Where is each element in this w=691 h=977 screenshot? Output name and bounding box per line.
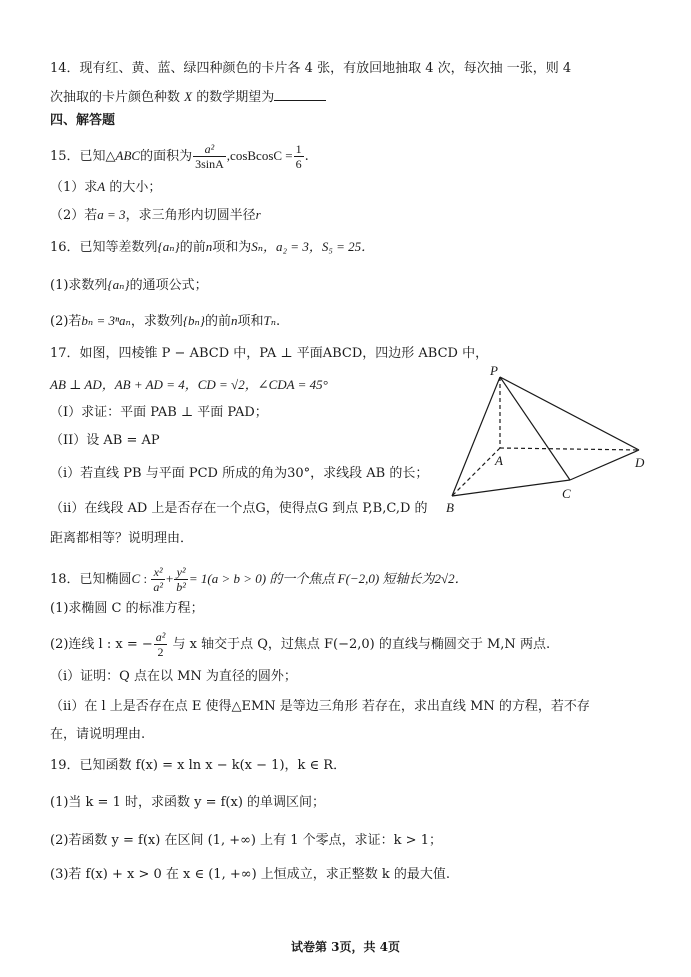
edge-pb xyxy=(452,377,500,496)
answer-blank[interactable] xyxy=(274,88,326,101)
q18-y-fraction xyxy=(174,565,188,594)
q16-seq-b: {bₙ} xyxy=(182,313,206,328)
q15-line-1 xyxy=(50,142,309,171)
q15-part-1 xyxy=(50,178,161,197)
q16-seq-a: {aₙ} xyxy=(107,277,130,292)
q15-part1-label: （1）求 xyxy=(50,180,98,195)
fraction-denominator: 6 xyxy=(295,157,302,171)
q15-value-fraction xyxy=(294,142,304,171)
q18-ellipse-name: C xyxy=(131,571,141,586)
fraction-denominator: 3sinA xyxy=(195,157,224,171)
q14-text-end: 的数学期望为 xyxy=(192,90,275,105)
q15-part2-text: ，求三角形内切圆半径 xyxy=(125,208,256,223)
edge-ad-hidden xyxy=(500,448,639,450)
fraction-numerator: 1 xyxy=(295,142,302,156)
q19-part-3: (3)若 f(x) + x > 0 在 x ∈ (1, +∞) 上恒成立，求正整数 k 的最大值. xyxy=(50,867,451,882)
q19-line-1: 19．已知函数 f(x) = x ln x − k(x − 1)，k ∈ R． xyxy=(50,758,347,773)
q14-line-2 xyxy=(50,88,326,107)
q18-conditions: = 1(a > b > 0) 的一个焦点 F(−2,0) 短轴长为2√2． xyxy=(188,571,468,586)
q15-part1-text: 的大小； xyxy=(105,180,162,195)
q19-part-1: (1)当 k = 1 时，求函数 y = f(x) 的单调区间； xyxy=(50,795,326,810)
q15-triangle: ABC xyxy=(115,148,141,163)
q18-part-2ii-line-1: （ii）在 l 上是否存在点 E 使得△EMN 是等边三角形 若存在，求出直线 MN 的方程，若不存 xyxy=(50,699,590,714)
q16-text: 的前 xyxy=(179,240,206,255)
q16-sn: Sₙ xyxy=(251,239,264,254)
q18-line-1: 18．已知椭圆C : $\frac{\text{x²}}{\text{a²}}$ + $\frac{\text{y²}}{\text{b²}}$ = 1(a > b > 0) 的一个焦点 F(−2,0) 短轴长为2√2． xyxy=(50,565,468,594)
q16-conditions: ，a₂ = 3，S₅ = 25． xyxy=(263,239,375,254)
q15-part-2 xyxy=(50,206,261,225)
q15-period: . xyxy=(304,149,309,164)
q16-text-3: 项和 xyxy=(237,314,264,329)
q14-line-1: 14．现有红、黄、蓝、绿四种颜色的卡片各 4 张，有放回地抽取 4 次，每次抽 一张，则 4 xyxy=(50,61,572,76)
q17-part-2ii-line-2: 距离都相等？说明理由． xyxy=(50,531,194,546)
q16-text: ，求数列 xyxy=(130,314,183,329)
q14-var-x: X xyxy=(184,89,193,104)
q19-part-2: (2)若函数 y = f(x) 在区间 (1, +∞) 上有 1 个零点，求证：k > 1； xyxy=(50,833,442,848)
fraction-denominator: 2 xyxy=(157,645,164,659)
q18-prefix: 18．已知椭圆 xyxy=(50,572,132,587)
label-d: D xyxy=(635,455,645,470)
q16-part2-label: (2)若 xyxy=(50,314,82,329)
section-title: 四、解答题 xyxy=(50,113,116,128)
q16-text-2: 项和为 xyxy=(212,240,252,255)
page-footer: 试卷第 3页，共 4页 xyxy=(290,940,401,954)
q16-part-1 xyxy=(50,276,208,295)
q18-part2-text: 与 x 轴交于点 Q，过焦点 F(−2,0) 的直线与椭圆交于 M,N 两点. xyxy=(168,637,551,652)
q18-part-2 xyxy=(50,630,550,659)
q16-line-1 xyxy=(50,238,374,257)
q17-part-2ii-line-1: （ii）在线段 AD 上是否存在一个点G，使得点G 到点 P,B,C,D 的 xyxy=(50,501,428,516)
q18-x-fraction xyxy=(151,565,165,594)
q17-line-2: AB ⊥ AD，AB + AD = 4，CD = √2，∠CDA = 45° xyxy=(50,377,328,392)
label-c: C xyxy=(562,486,571,501)
q17-line-1: 17．如图，四棱锥 P − ABCD 中，PA ⊥ 平面ABCD，四边形 ABCD 中， xyxy=(50,346,489,361)
fraction-denominator: b² xyxy=(176,580,186,594)
q16-period: . xyxy=(276,314,281,329)
q16-part-2 xyxy=(50,312,280,331)
q17-part-2: （II）设 AB = AP xyxy=(50,433,160,448)
q16-bn-def: bₙ = 3ⁿaₙ xyxy=(81,313,131,328)
q16-text-2: 的前 xyxy=(205,314,232,329)
q17-part-1: （I）求证：平面 PAB ⊥ 平面 PAD； xyxy=(50,405,268,420)
q18-part2-prefix: (2)连线 l : x = − xyxy=(50,637,153,652)
q15-prefix: 15．已知△ xyxy=(50,149,116,164)
q15-area-fraction xyxy=(193,142,226,171)
q15-condition-a: a = 3 xyxy=(97,207,126,222)
label-a: A xyxy=(495,453,503,468)
pyramid-figure xyxy=(440,355,691,520)
fraction-numerator: x² xyxy=(151,565,165,580)
label-b: B xyxy=(446,500,454,515)
q15-var-r: r xyxy=(255,207,261,222)
q16-var-n: n xyxy=(205,239,213,254)
label-p: P xyxy=(490,363,498,378)
q16-part1-text: 的通项公式； xyxy=(129,278,208,293)
q18-part-1: (1)求椭圆 C 的标准方程； xyxy=(50,601,204,616)
q15-var-a: A xyxy=(97,179,106,194)
q18-line-fraction xyxy=(154,630,168,659)
q16-seq-a: {aₙ} xyxy=(157,239,180,254)
edge-pc xyxy=(500,377,570,480)
edge-cd xyxy=(570,450,639,480)
fraction-denominator: a² xyxy=(153,580,163,594)
fraction-numerator: a² xyxy=(155,630,166,644)
edge-bc xyxy=(452,480,570,496)
fraction-numerator: a² xyxy=(193,142,226,157)
q15-text: 的面积为 xyxy=(140,149,193,164)
edge-ab-hidden xyxy=(452,448,500,496)
q15-condition: ,cosBcosC = xyxy=(226,148,293,163)
q14-text: 次抽取的卡片颜色种数 xyxy=(50,90,185,105)
q18-part-2ii-line-2: 在，请说明理由. xyxy=(50,727,146,742)
q16-part1-label: (1)求数列 xyxy=(50,278,108,293)
q17-part-2i: （i）若直线 PB 与平面 PCD 所成的角为30°，求线段 AB 的长； xyxy=(50,466,429,481)
q15-part2-label: （2）若 xyxy=(50,208,98,223)
q18-part-2i: （i）证明：Q 点在以 MN 为直径的圆外； xyxy=(50,669,297,684)
q16-tn: Tₙ xyxy=(263,313,277,328)
edge-pd xyxy=(500,377,639,450)
q16-var-n: n xyxy=(231,313,238,328)
fraction-numerator: y² xyxy=(174,565,188,580)
q16-prefix: 16．已知等差数列 xyxy=(50,240,158,255)
